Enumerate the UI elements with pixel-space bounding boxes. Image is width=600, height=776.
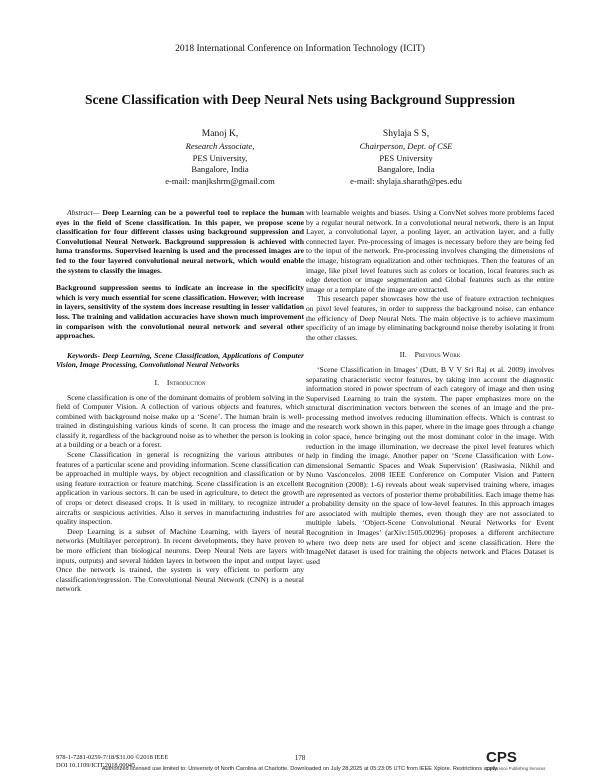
download-notice: Authorized licensed use limited to: University of North Carolina at Charlotte. Downloaded on July 28,2025 at 05:23:05 UTC from IEEE Xplore. Restrictions apply. <box>101 766 499 772</box>
isbn-line: 978-1-7281-0259-7/18/$31.00 ©2018 IEEE <box>56 754 169 761</box>
section-number: II. <box>399 350 407 360</box>
author-role: Research Associate, <box>185 141 255 151</box>
paper-title: Scene Classification with Deep Neural Nets using Background Suppression <box>84 92 516 107</box>
left-column <box>56 208 304 594</box>
section-title: Introduction <box>166 377 206 387</box>
body-paragraph: This research paper showcases how the use of feature extraction techniques on pixel level features, in order to suppress the background noise, can enhance the efficiency of Deep Neural Nets. The main objective is to achieve maximum specificity of an image by eliminating background noise thereby isolating it from the other classes. <box>306 294 554 342</box>
author-affiliation: PES University, <box>192 152 248 163</box>
author-location: Bangalore, India <box>377 164 435 175</box>
keywords: Keywords- Deep Learning, Scene Classification, Applications of Computer Vision, Image Processing, Convolutional Neural Networks <box>56 350 304 370</box>
abstract-paragraph-2: Background suppression seems to indicate an increase in the specificity which is very much essential for scene classification. However, with increase in layers, sensitivity of the system does increase resulting in lesser validation loss. The training and validation accuracies have shown much improvement in comparison with the convolutional neural network and several other approaches. <box>56 283 304 341</box>
author-email: e-mail: manjkshrm@gmail.com <box>165 175 275 186</box>
abstract-text: Deep Learning can be a powerful tool to replace the human eyes in the field of Scene classification. In this paper, we propose scene classification for four different classes using background suppression and Convolutional Neural Network. Background suppression is achieved with luma transforms. Supervised learning is used and the processed images are fed to the four layered convolutional neural network, which would enable the system to classify the images. <box>56 208 304 275</box>
author-email: e-mail: shylaja.sharath@pes.edu <box>350 175 462 186</box>
body-paragraph: Deep Learning is a subset of Machine Learning, with layers of neural networks (Multilayer perceptron). In recent developments, they have proven to be more efficient than biological neurons. Deep Neural Nets are layers with inputs, outputs) and several hidden layers in between the input and output layer. Once the network is trained, the system is very efficient to perform any classification/regression. The Convolutional Neural Network (CNN) is a neural network <box>56 526 304 594</box>
section-heading-introduction <box>56 378 304 388</box>
author-role: Chairperson, Dept. of CSE <box>359 141 453 151</box>
body-paragraph: Scene classification is one of the dominant domains of problem solving in the field of Computer Vision. A collection of various objects and features, which combined with background noise make up a ‘Scene’. The human brain is well-trained in distinguishing various kinds of scene. It can process the image and classify it, regardless of the background noise as to whether the person is looking at a building or a beach or a forest. <box>56 392 304 450</box>
author-block-1 <box>120 128 320 187</box>
author-block-2 <box>306 128 506 187</box>
right-column <box>306 208 554 566</box>
cps-logo-subtitle: Conference Publishing Services <box>486 766 546 771</box>
author-name: Manoj K, <box>201 129 239 139</box>
body-paragraph: ‘Scene Classification in Images’ (Dutt, B V V Sri Raj et al. 2009) involves separating characteristic vector features, by taking into account the diagnostic information stored in power spectrum of each category of image and then using Supervised Learning to train the system. The paper emphasizes more on the structural discrimination vectors between the scenes of an image and the pre-processing method involves reducing illumination effects. Which is contrast to the research work shown in this paper, where in the image goes through a change in color space, hence bringing out the most dominant color in the image. With reduction in the image illumination, we decrease the pixel level features which help in finding the image. Another paper on ‘Scene Classification with Low-dimensional Semantic Spaces and Weak Supervision’ (Rasiwasia, Nikhil and Nuno Vasconcelos. 2008 IEEE Conference on Computer Vision and Pattern Recognition (2008): 1-6) reveals about weak supervised training where, images are represented as vectors of posterior theme probabilities. Each image theme has a probability density on the space of low-level features. In this approach images are associated with multiple themes, even though they are not associated to multiple labels. ‘Object-Scene Convolutional Neural Networks for Event Recognition in Images’ (arXiv:1505.00296) proposes a different architecture where two deep nets are used for object and scene classification. Here the ImageNet dataset is used for training the objects network and Places Dataset is used <box>306 364 554 566</box>
author-name: Shylaja S S, <box>382 129 430 139</box>
author-location: Bangalore, India <box>191 164 249 175</box>
author-affiliation: PES University <box>379 152 433 163</box>
section-number: I. <box>154 377 160 387</box>
page-number: 178 <box>294 754 306 762</box>
body-paragraph: with learnable weights and biases. Using a ConvNet solves more problems faced by a regular neural network. In a convolutional neural network, there is an Input Layer, a convolutional layer, a pooling layer, an activation layer, and a fully connected layer. Pre-processing of images is necessary before they are being fed to the input of the network. Pre-processing involves changing the dimensions of the image, histogram equalization and other techniques. Then the features of an image, like pixel level features such as colors or location, local features such as edge detection or image segmentation and Global features such as the entire image or a template of the image are extracted. <box>306 208 554 294</box>
cps-logo-text: CPS <box>486 749 517 766</box>
doi-line: DOI 10.1109/ICIT.2018.00045 <box>56 762 136 769</box>
abstract-paragraph <box>56 208 304 275</box>
conference-header: 2018 International Conference on Information Technology (ICIT) <box>175 44 425 54</box>
section-heading-previous-work <box>306 350 554 360</box>
abstract-label: Abstract— <box>67 208 100 217</box>
body-paragraph: Scene Classification in general is recognizing the various attributes or features of a particular scene and providing information. Scene classification can be approached in multiple ways, by object recognition and classification or by using feature extraction or feature matching. Scene classification is an excellent application in various sectors. It can be used in agriculture, to detect the growth of crops or detect diseased crops. It is used in military, to recognize intruder aircrafts or suspicious activities. Also it serves in manufacturing industries for quality inspection. <box>56 450 304 527</box>
section-title: Previous Work <box>414 350 461 360</box>
